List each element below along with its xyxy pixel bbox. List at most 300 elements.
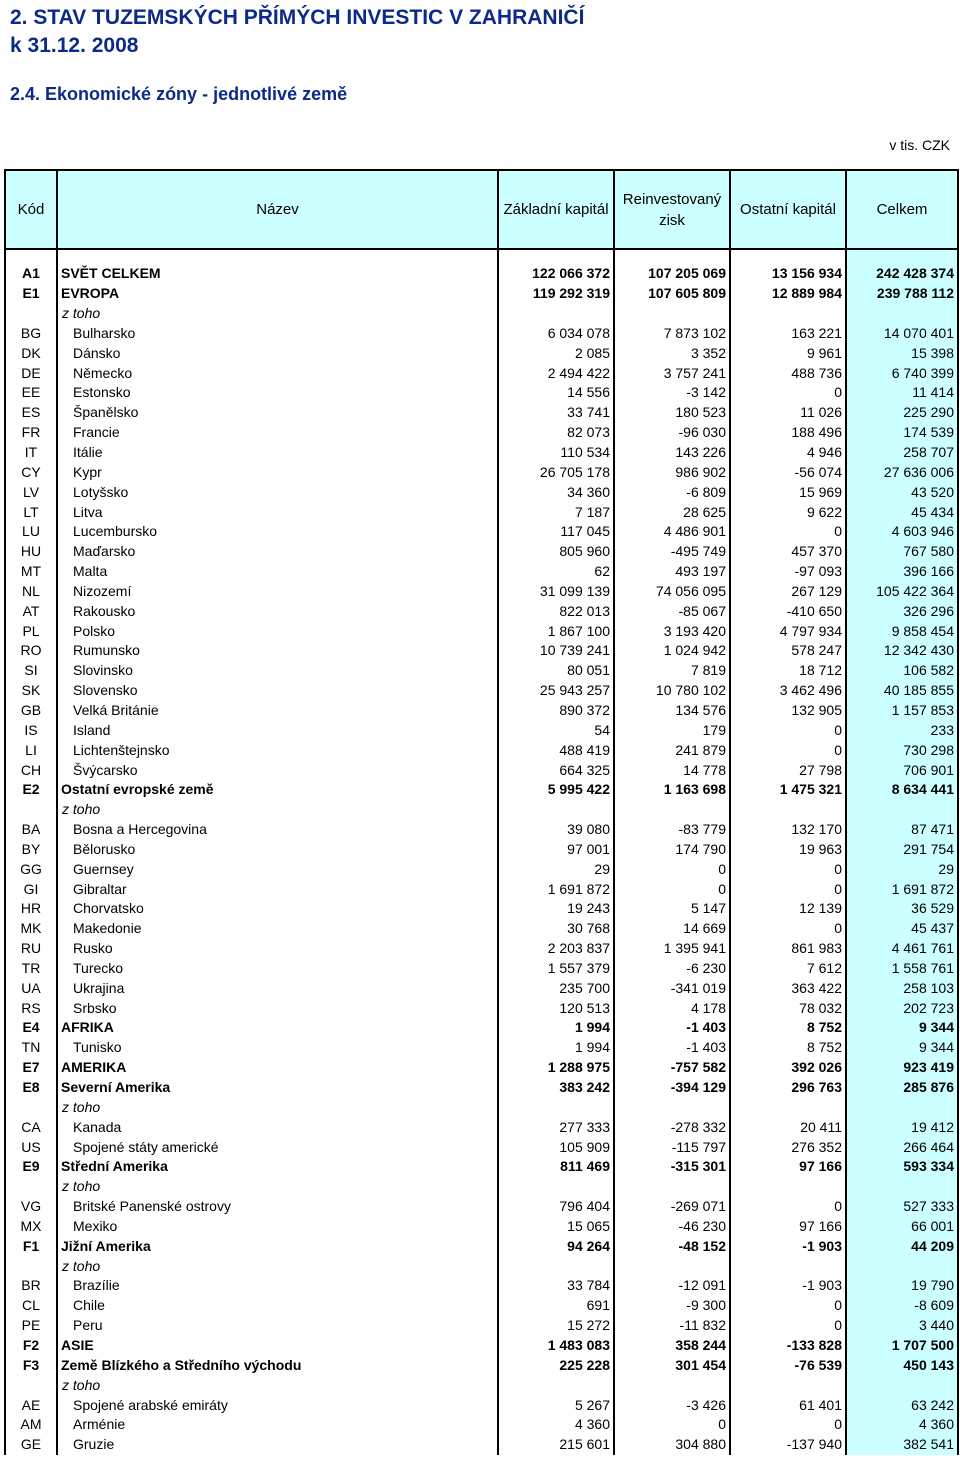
cell-base-capital: 29 xyxy=(498,859,614,879)
cell-base-capital: 5 267 xyxy=(498,1395,614,1415)
cell-base-capital: 1 867 100 xyxy=(498,621,614,641)
cell-other-capital: 132 170 xyxy=(730,820,846,840)
cell-other-capital: 7 612 xyxy=(730,959,846,979)
table-row xyxy=(5,562,958,582)
cell-name: Maďarsko xyxy=(57,542,498,562)
cell-total: 11 414 xyxy=(846,383,958,403)
cell-reinvested-profit: -6 809 xyxy=(614,482,730,502)
cell-name: AMERIKA xyxy=(57,1058,498,1078)
cell-total: 106 582 xyxy=(846,661,958,681)
cell-other-capital: 0 xyxy=(730,720,846,740)
cell-other-capital: 19 963 xyxy=(730,839,846,859)
table-row xyxy=(5,582,958,602)
table-row xyxy=(5,959,958,979)
cell-other-capital: 78 032 xyxy=(730,998,846,1018)
cell-code xyxy=(5,1256,57,1276)
cell-code: VG xyxy=(5,1197,57,1217)
cell-reinvested-profit: -1 403 xyxy=(614,1018,730,1038)
table-row xyxy=(5,820,958,840)
cell-base-capital: 1 557 379 xyxy=(498,959,614,979)
cell-code: MK xyxy=(5,919,57,939)
cell-total: 174 539 xyxy=(846,423,958,443)
cell-reinvested-profit: 7 873 102 xyxy=(614,324,730,344)
table-row xyxy=(5,1395,958,1415)
cell-code: PE xyxy=(5,1316,57,1336)
cell-reinvested-profit: 134 576 xyxy=(614,701,730,721)
cell-code: LT xyxy=(5,502,57,522)
cell-other-capital: 15 969 xyxy=(730,482,846,502)
cell-base-capital: 33 741 xyxy=(498,403,614,423)
cell-other-capital: -76 539 xyxy=(730,1355,846,1375)
cell-code: TN xyxy=(5,1038,57,1058)
cell-reinvested-profit: -315 301 xyxy=(614,1157,730,1177)
cell-reinvested-profit: 143 226 xyxy=(614,443,730,463)
cell-base-capital: 120 513 xyxy=(498,998,614,1018)
cell-reinvested-profit: 10 780 102 xyxy=(614,681,730,701)
page-title xyxy=(10,4,584,60)
cell-reinvested-profit: -46 230 xyxy=(614,1217,730,1237)
cell-name: Litva xyxy=(57,502,498,522)
cell-name: Chorvatsko xyxy=(57,899,498,919)
table-row xyxy=(5,423,958,443)
cell-code: RS xyxy=(5,998,57,1018)
cell-code: ES xyxy=(5,403,57,423)
cell-code: IT xyxy=(5,443,57,463)
cell-code: E4 xyxy=(5,1018,57,1038)
header-reinvested-profit: Reinvestovaný zisk xyxy=(614,170,730,249)
cell-reinvested-profit: 107 205 069 xyxy=(614,264,730,284)
cell-other-capital: 8 752 xyxy=(730,1038,846,1058)
cell-other-capital: 8 752 xyxy=(730,1018,846,1038)
cell-other-capital: -97 093 xyxy=(730,562,846,582)
cell-other-capital: 188 496 xyxy=(730,423,846,443)
table-row xyxy=(5,641,958,661)
cell-code xyxy=(5,304,57,324)
cell-name: Severní Amerika xyxy=(57,1078,498,1098)
table-row xyxy=(5,1217,958,1237)
cell-name: Kanada xyxy=(57,1117,498,1137)
cell-other-capital: 61 401 xyxy=(730,1395,846,1415)
cell-name: Lotyšsko xyxy=(57,482,498,502)
cell-reinvested-profit: -278 332 xyxy=(614,1117,730,1137)
subgroup-note-row xyxy=(5,1256,958,1276)
cell-reinvested-profit: 174 790 xyxy=(614,839,730,859)
cell-total: 43 520 xyxy=(846,482,958,502)
cell-other-capital: 132 905 xyxy=(730,701,846,721)
cell-name: Slovinsko xyxy=(57,661,498,681)
table-row xyxy=(5,978,958,998)
cell-other-capital: -410 650 xyxy=(730,601,846,621)
cell-total: 239 788 112 xyxy=(846,284,958,304)
cell-base-capital: 811 469 xyxy=(498,1157,614,1177)
cell-base-capital: 1 691 872 xyxy=(498,879,614,899)
cell-name: EVROPA xyxy=(57,284,498,304)
table-row xyxy=(5,601,958,621)
cell-total: 730 298 xyxy=(846,740,958,760)
header-name: Název xyxy=(57,170,498,249)
cell-code xyxy=(5,1375,57,1395)
cell-name: Itálie xyxy=(57,443,498,463)
table-row xyxy=(5,443,958,463)
cell-code: BG xyxy=(5,324,57,344)
cell-code: F1 xyxy=(5,1236,57,1256)
cell-reinvested-profit: 3 757 241 xyxy=(614,363,730,383)
cell-total: 19 790 xyxy=(846,1276,958,1296)
cell-reinvested-profit: 3 193 420 xyxy=(614,621,730,641)
cell-name: Bulharsko xyxy=(57,324,498,344)
cell-total: 326 296 xyxy=(846,601,958,621)
cell-name: Ukrajina xyxy=(57,978,498,998)
subgroup-note-row xyxy=(5,800,958,820)
cell-name: Srbsko xyxy=(57,998,498,1018)
cell-base-capital: 691 xyxy=(498,1296,614,1316)
cell-reinvested-profit: -341 019 xyxy=(614,978,730,998)
cell-reinvested-profit: -495 749 xyxy=(614,542,730,562)
table-row xyxy=(5,780,958,800)
cell-reinvested-profit: -757 582 xyxy=(614,1058,730,1078)
cell-name: Dánsko xyxy=(57,343,498,363)
cell-base-capital: 119 292 319 xyxy=(498,284,614,304)
cell-reinvested-profit: -12 091 xyxy=(614,1276,730,1296)
cell-total: 105 422 364 xyxy=(846,582,958,602)
cell-other-capital: 0 xyxy=(730,1197,846,1217)
cell-base-capital: 225 228 xyxy=(498,1355,614,1375)
cell-total: 923 419 xyxy=(846,1058,958,1078)
cell-code: CH xyxy=(5,760,57,780)
cell-total: 6 740 399 xyxy=(846,363,958,383)
table-row xyxy=(5,324,958,344)
cell-reinvested-profit: 180 523 xyxy=(614,403,730,423)
cell-reinvested-profit: 5 147 xyxy=(614,899,730,919)
cell-total: 242 428 374 xyxy=(846,264,958,284)
table-row xyxy=(5,1038,958,1058)
cell-name: Střední Amerika xyxy=(57,1157,498,1177)
cell-total: 40 185 855 xyxy=(846,681,958,701)
cell-code: F2 xyxy=(5,1336,57,1356)
cell-reinvested-profit: 0 xyxy=(614,879,730,899)
cell-reinvested-profit: 358 244 xyxy=(614,1336,730,1356)
table-row xyxy=(5,1435,958,1455)
cell-other-capital: 0 xyxy=(730,522,846,542)
unit-label: v tis. CZK xyxy=(889,137,950,153)
header-total: Celkem xyxy=(846,170,958,249)
cell-name: Španělsko xyxy=(57,403,498,423)
cell-reinvested-profit: -394 129 xyxy=(614,1078,730,1098)
header-base-capital: Základní kapitál xyxy=(498,170,614,249)
cell-code xyxy=(5,1097,57,1117)
cell-other-capital: 0 xyxy=(730,859,846,879)
section-subtitle: 2.4. Ekonomické zóny - jednotlivé země xyxy=(10,84,348,104)
table-row xyxy=(5,701,958,721)
cell-base-capital: 122 066 372 xyxy=(498,264,614,284)
cell-base-capital: 14 556 xyxy=(498,383,614,403)
cell-total: 4 461 761 xyxy=(846,939,958,959)
cell-base-capital: 235 700 xyxy=(498,978,614,998)
cell-code: UA xyxy=(5,978,57,998)
cell-base-capital: 30 768 xyxy=(498,919,614,939)
cell-reinvested-profit: 304 880 xyxy=(614,1435,730,1455)
note-label: z toho xyxy=(57,1177,498,1197)
cell-code: LV xyxy=(5,482,57,502)
cell-total: 87 471 xyxy=(846,820,958,840)
cell-other-capital: 9 622 xyxy=(730,502,846,522)
cell-total: 14 070 401 xyxy=(846,324,958,344)
cell-reinvested-profit: 7 819 xyxy=(614,661,730,681)
cell-base-capital: 4 360 xyxy=(498,1415,614,1435)
cell-total: 3 440 xyxy=(846,1316,958,1336)
cell-total: 36 529 xyxy=(846,899,958,919)
cell-reinvested-profit: 4 178 xyxy=(614,998,730,1018)
cell-other-capital: 0 xyxy=(730,879,846,899)
cell-name: Lichtenštejnsko xyxy=(57,740,498,760)
cell-other-capital: 9 961 xyxy=(730,343,846,363)
cell-other-capital: 163 221 xyxy=(730,324,846,344)
cell-total: 1 707 500 xyxy=(846,1336,958,1356)
cell-other-capital: 0 xyxy=(730,383,846,403)
cell-other-capital: 12 139 xyxy=(730,899,846,919)
cell-total: 258 707 xyxy=(846,443,958,463)
cell-code: LI xyxy=(5,740,57,760)
cell-base-capital: 117 045 xyxy=(498,522,614,542)
cell-code: GB xyxy=(5,701,57,721)
cell-reinvested-profit: 14 778 xyxy=(614,760,730,780)
cell-total: 233 xyxy=(846,720,958,740)
cell-other-capital: -1 903 xyxy=(730,1276,846,1296)
cell-name: Polsko xyxy=(57,621,498,641)
cell-reinvested-profit: -9 300 xyxy=(614,1296,730,1316)
cell-other-capital: 457 370 xyxy=(730,542,846,562)
cell-total: -8 609 xyxy=(846,1296,958,1316)
cell-code: NL xyxy=(5,582,57,602)
table-row xyxy=(5,879,958,899)
cell-reinvested-profit: -83 779 xyxy=(614,820,730,840)
cell-base-capital: 19 243 xyxy=(498,899,614,919)
cell-total: 9 344 xyxy=(846,1018,958,1038)
cell-total: 266 464 xyxy=(846,1137,958,1157)
table-row xyxy=(5,1058,958,1078)
cell-code: E8 xyxy=(5,1078,57,1098)
cell-other-capital: 3 462 496 xyxy=(730,681,846,701)
table-row xyxy=(5,1078,958,1098)
cell-name: Malta xyxy=(57,562,498,582)
table-row xyxy=(5,383,958,403)
table-row xyxy=(5,1276,958,1296)
cell-code: AT xyxy=(5,601,57,621)
cell-name: Spojené státy americké xyxy=(57,1137,498,1157)
cell-base-capital: 215 601 xyxy=(498,1435,614,1455)
cell-total: 1 691 872 xyxy=(846,879,958,899)
cell-base-capital: 82 073 xyxy=(498,423,614,443)
cell-base-capital: 34 360 xyxy=(498,482,614,502)
cell-total: 45 434 xyxy=(846,502,958,522)
cell-reinvested-profit: -115 797 xyxy=(614,1137,730,1157)
table-row xyxy=(5,542,958,562)
cell-code: BY xyxy=(5,839,57,859)
cell-base-capital: 383 242 xyxy=(498,1078,614,1098)
table-row xyxy=(5,661,958,681)
cell-base-capital: 1 483 083 xyxy=(498,1336,614,1356)
table-row xyxy=(5,740,958,760)
subgroup-note-row xyxy=(5,1177,958,1197)
cell-code: GE xyxy=(5,1435,57,1455)
cell-base-capital: 97 001 xyxy=(498,839,614,859)
cell-other-capital: 18 712 xyxy=(730,661,846,681)
cell-reinvested-profit: 493 197 xyxy=(614,562,730,582)
cell-base-capital: 15 272 xyxy=(498,1316,614,1336)
cell-code: SI xyxy=(5,661,57,681)
table-row xyxy=(5,482,958,502)
cell-other-capital: -56 074 xyxy=(730,462,846,482)
cell-total: 225 290 xyxy=(846,403,958,423)
header-code: Kód xyxy=(5,170,57,249)
cell-code xyxy=(5,1177,57,1197)
cell-code: E2 xyxy=(5,780,57,800)
table-row xyxy=(5,681,958,701)
cell-reinvested-profit: -3 142 xyxy=(614,383,730,403)
table-row xyxy=(5,720,958,740)
cell-code: DE xyxy=(5,363,57,383)
cell-code: HR xyxy=(5,899,57,919)
table-row xyxy=(5,760,958,780)
cell-name: Země Blízkého a Středního východu xyxy=(57,1355,498,1375)
cell-base-capital: 39 080 xyxy=(498,820,614,840)
cell-other-capital: 0 xyxy=(730,1415,846,1435)
cell-total: 767 580 xyxy=(846,542,958,562)
cell-base-capital: 62 xyxy=(498,562,614,582)
cell-code: BA xyxy=(5,820,57,840)
cell-other-capital: 1 475 321 xyxy=(730,780,846,800)
cell-name: Spojené arabské emiráty xyxy=(57,1395,498,1415)
cell-name: ASIE xyxy=(57,1336,498,1356)
cell-base-capital: 33 784 xyxy=(498,1276,614,1296)
cell-other-capital: 488 736 xyxy=(730,363,846,383)
cell-code: RU xyxy=(5,939,57,959)
cell-other-capital: 392 026 xyxy=(730,1058,846,1078)
cell-reinvested-profit: 0 xyxy=(614,859,730,879)
cell-base-capital: 5 995 422 xyxy=(498,780,614,800)
cell-code: PL xyxy=(5,621,57,641)
cell-code: RO xyxy=(5,641,57,661)
cell-base-capital: 1 994 xyxy=(498,1038,614,1058)
cell-total: 450 143 xyxy=(846,1355,958,1375)
table-row xyxy=(5,899,958,919)
investment-table xyxy=(4,169,959,1455)
cell-name: SVĚT CELKEM xyxy=(57,264,498,284)
cell-other-capital: 27 798 xyxy=(730,760,846,780)
note-label: z toho xyxy=(57,800,498,820)
cell-other-capital: 0 xyxy=(730,1316,846,1336)
cell-total: 12 342 430 xyxy=(846,641,958,661)
cell-total: 285 876 xyxy=(846,1078,958,1098)
cell-name: Francie xyxy=(57,423,498,443)
cell-code: E1 xyxy=(5,284,57,304)
cell-code: CY xyxy=(5,462,57,482)
cell-name: Ostatní evropské země xyxy=(57,780,498,800)
cell-total: 4 360 xyxy=(846,1415,958,1435)
cell-code: MX xyxy=(5,1217,57,1237)
table-row xyxy=(5,284,958,304)
cell-name: Německo xyxy=(57,363,498,383)
cell-reinvested-profit: 107 605 809 xyxy=(614,284,730,304)
cell-name: Guernsey xyxy=(57,859,498,879)
cell-total: 1 558 761 xyxy=(846,959,958,979)
table-row xyxy=(5,859,958,879)
table-row xyxy=(5,363,958,383)
cell-code xyxy=(5,800,57,820)
cell-name: Brazílie xyxy=(57,1276,498,1296)
table-row xyxy=(5,621,958,641)
note-label: z toho xyxy=(57,1375,498,1395)
table-row xyxy=(5,1157,958,1177)
title-line-2: k 31.12. 2008 xyxy=(10,34,139,57)
cell-code: AE xyxy=(5,1395,57,1415)
cell-other-capital: 20 411 xyxy=(730,1117,846,1137)
cell-base-capital: 25 943 257 xyxy=(498,681,614,701)
cell-base-capital: 10 739 241 xyxy=(498,641,614,661)
table-row xyxy=(5,1336,958,1356)
cell-code: IS xyxy=(5,720,57,740)
cell-reinvested-profit: 1 395 941 xyxy=(614,939,730,959)
table-row xyxy=(5,939,958,959)
cell-reinvested-profit: 1 163 698 xyxy=(614,780,730,800)
cell-code: A1 xyxy=(5,264,57,284)
cell-name: Rakousko xyxy=(57,601,498,621)
cell-base-capital: 15 065 xyxy=(498,1217,614,1237)
cell-code: E9 xyxy=(5,1157,57,1177)
cell-name: Bělorusko xyxy=(57,839,498,859)
cell-base-capital: 796 404 xyxy=(498,1197,614,1217)
table-row xyxy=(5,1117,958,1137)
cell-reinvested-profit: -6 230 xyxy=(614,959,730,979)
cell-total: 1 157 853 xyxy=(846,701,958,721)
cell-other-capital: 4 946 xyxy=(730,443,846,463)
cell-reinvested-profit: 301 454 xyxy=(614,1355,730,1375)
cell-reinvested-profit: 28 625 xyxy=(614,502,730,522)
cell-reinvested-profit: -48 152 xyxy=(614,1236,730,1256)
cell-total: 27 636 006 xyxy=(846,462,958,482)
cell-name: Velká Británie xyxy=(57,701,498,721)
cell-base-capital: 94 264 xyxy=(498,1236,614,1256)
table-row xyxy=(5,462,958,482)
cell-name: Rusko xyxy=(57,939,498,959)
cell-code: DK xyxy=(5,343,57,363)
cell-code: HU xyxy=(5,542,57,562)
cell-code: FR xyxy=(5,423,57,443)
cell-other-capital: 267 129 xyxy=(730,582,846,602)
cell-other-capital: -133 828 xyxy=(730,1336,846,1356)
cell-other-capital: 861 983 xyxy=(730,939,846,959)
cell-total: 15 398 xyxy=(846,343,958,363)
cell-code: AM xyxy=(5,1415,57,1435)
cell-reinvested-profit: 74 056 095 xyxy=(614,582,730,602)
cell-other-capital: 97 166 xyxy=(730,1217,846,1237)
cell-base-capital: 110 534 xyxy=(498,443,614,463)
cell-base-capital: 26 705 178 xyxy=(498,462,614,482)
cell-code: F3 xyxy=(5,1355,57,1375)
cell-code: GG xyxy=(5,859,57,879)
cell-name: Rumunsko xyxy=(57,641,498,661)
cell-reinvested-profit: 4 486 901 xyxy=(614,522,730,542)
cell-reinvested-profit: 0 xyxy=(614,1415,730,1435)
table-row xyxy=(5,1197,958,1217)
cell-total: 291 754 xyxy=(846,839,958,859)
cell-base-capital: 664 325 xyxy=(498,760,614,780)
cell-reinvested-profit: -11 832 xyxy=(614,1316,730,1336)
table-row xyxy=(5,1415,958,1435)
cell-reinvested-profit: 3 352 xyxy=(614,343,730,363)
cell-total: 202 723 xyxy=(846,998,958,1018)
cell-name: Jižní Amerika xyxy=(57,1236,498,1256)
